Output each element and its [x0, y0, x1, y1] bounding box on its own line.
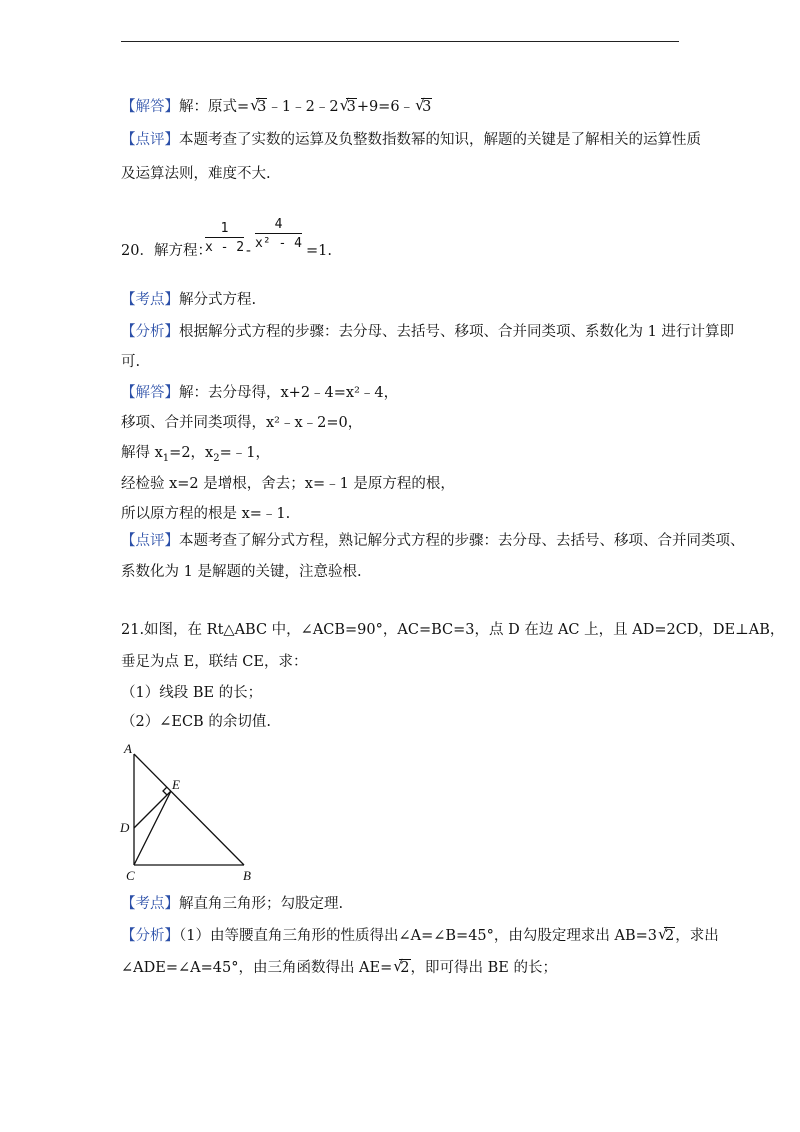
- q20-minus: -: [246, 243, 251, 259]
- segment-DE: [134, 791, 171, 828]
- q21-part1: （1）线段 BE 的长；: [121, 685, 263, 701]
- q21-part2: （2）∠ECB 的余切值.: [121, 714, 271, 730]
- q20-comment-line2: 系数化为 1 是解题的关键，注意验根.: [121, 564, 362, 580]
- right-angle-mark: [163, 787, 167, 795]
- label-E: E: [172, 777, 180, 792]
- triangle-figure: [116, 740, 256, 885]
- fraction-2: $\frac{4}{\text{x² - 4}}$: [255, 217, 302, 251]
- label-D: D: [120, 820, 130, 835]
- q20-answer-line5: 所以原方程的根是 x=﹣1.: [121, 506, 291, 522]
- q20-analysis-line2: 可.: [121, 354, 141, 370]
- sqrt-2: √ 2: [658, 925, 675, 944]
- header-rule: [121, 41, 679, 42]
- q20-comment-line1: 【点评】本题考查了解分式方程，熟记解分式方程的步骤：去分母、去括号、移项、合并同类项、: [121, 533, 745, 549]
- sqrt-3: √ 3: [339, 96, 356, 115]
- segment-AB: [134, 754, 244, 865]
- label-A: A: [124, 741, 132, 756]
- answer-tag: 【解答】: [121, 99, 179, 115]
- q20-topic-line: 【考点】解分式方程.: [121, 292, 257, 308]
- q19-answer-line: 【解答】解：原式= √ 3﹣1﹣2﹣2 √ 3+9=6﹣ √ 3: [121, 96, 432, 115]
- q20-answer-line2: 移项、合并同类项得，x²﹣x﹣2=0，: [121, 415, 363, 431]
- q19-comment-line1: 【点评】本题考查了实数的运算及负整数指数幂的知识，解题的关键是了解相关的运算性质: [121, 132, 701, 148]
- sqrt-3: √ 3: [415, 96, 432, 115]
- label-B: B: [243, 868, 251, 883]
- q21-prompt-line2: 垂足为点 E，联结 CE，求：: [121, 654, 308, 670]
- q20-answer-line1: 【解答】解：去分母得，x+2﹣4=x²﹣4，: [121, 385, 399, 401]
- sqrt-2: √ 2: [393, 957, 410, 976]
- q20-analysis-line1: 【分析】根据解分式方程的步骤：去分母、去括号、移项、合并同类项、系数化为 1 进行计算即: [121, 324, 734, 340]
- q21-analysis-line1: 【分析】（1）由等腰直角三角形的性质得出∠A=∠B=45°，由勾股定理求出 AB=3 √ 2，求出: [121, 925, 719, 944]
- sqrt-3: √ 3: [250, 96, 267, 115]
- q21-topic-line: 【考点】解直角三角形；勾股定理.: [121, 896, 344, 912]
- fraction-1: $\frac{1}{x - 2}$: [205, 221, 245, 255]
- segment-CE: [134, 791, 171, 865]
- q20-suffix: =1.: [306, 243, 332, 259]
- comment-tag: 【点评】: [121, 132, 179, 148]
- q21-prompt-line1: 21.如图，在 Rt△ABC 中，∠ACB=90°，AC=BC=3，点 D 在边 AC 上，且 AD=2CD，DE⊥AB，: [121, 622, 785, 638]
- q19-comment-line2: 及运算法则，难度不大.: [121, 166, 271, 182]
- q20-answer-line3: 解得 $x_1=2$，$x_2=﹣1$，: [121, 445, 270, 464]
- label-C: C: [126, 868, 135, 883]
- q20-prompt-prefix: 20．解方程：: [121, 243, 212, 259]
- q21-analysis-line2: ∠ADE=∠A=45°，由三角函数得出 AE= √ 2，即可得出 BE 的长；: [121, 957, 557, 976]
- q20-answer-line4: 经检验 x=2 是增根，舍去；x=﹣1 是原方程的根，: [121, 476, 455, 492]
